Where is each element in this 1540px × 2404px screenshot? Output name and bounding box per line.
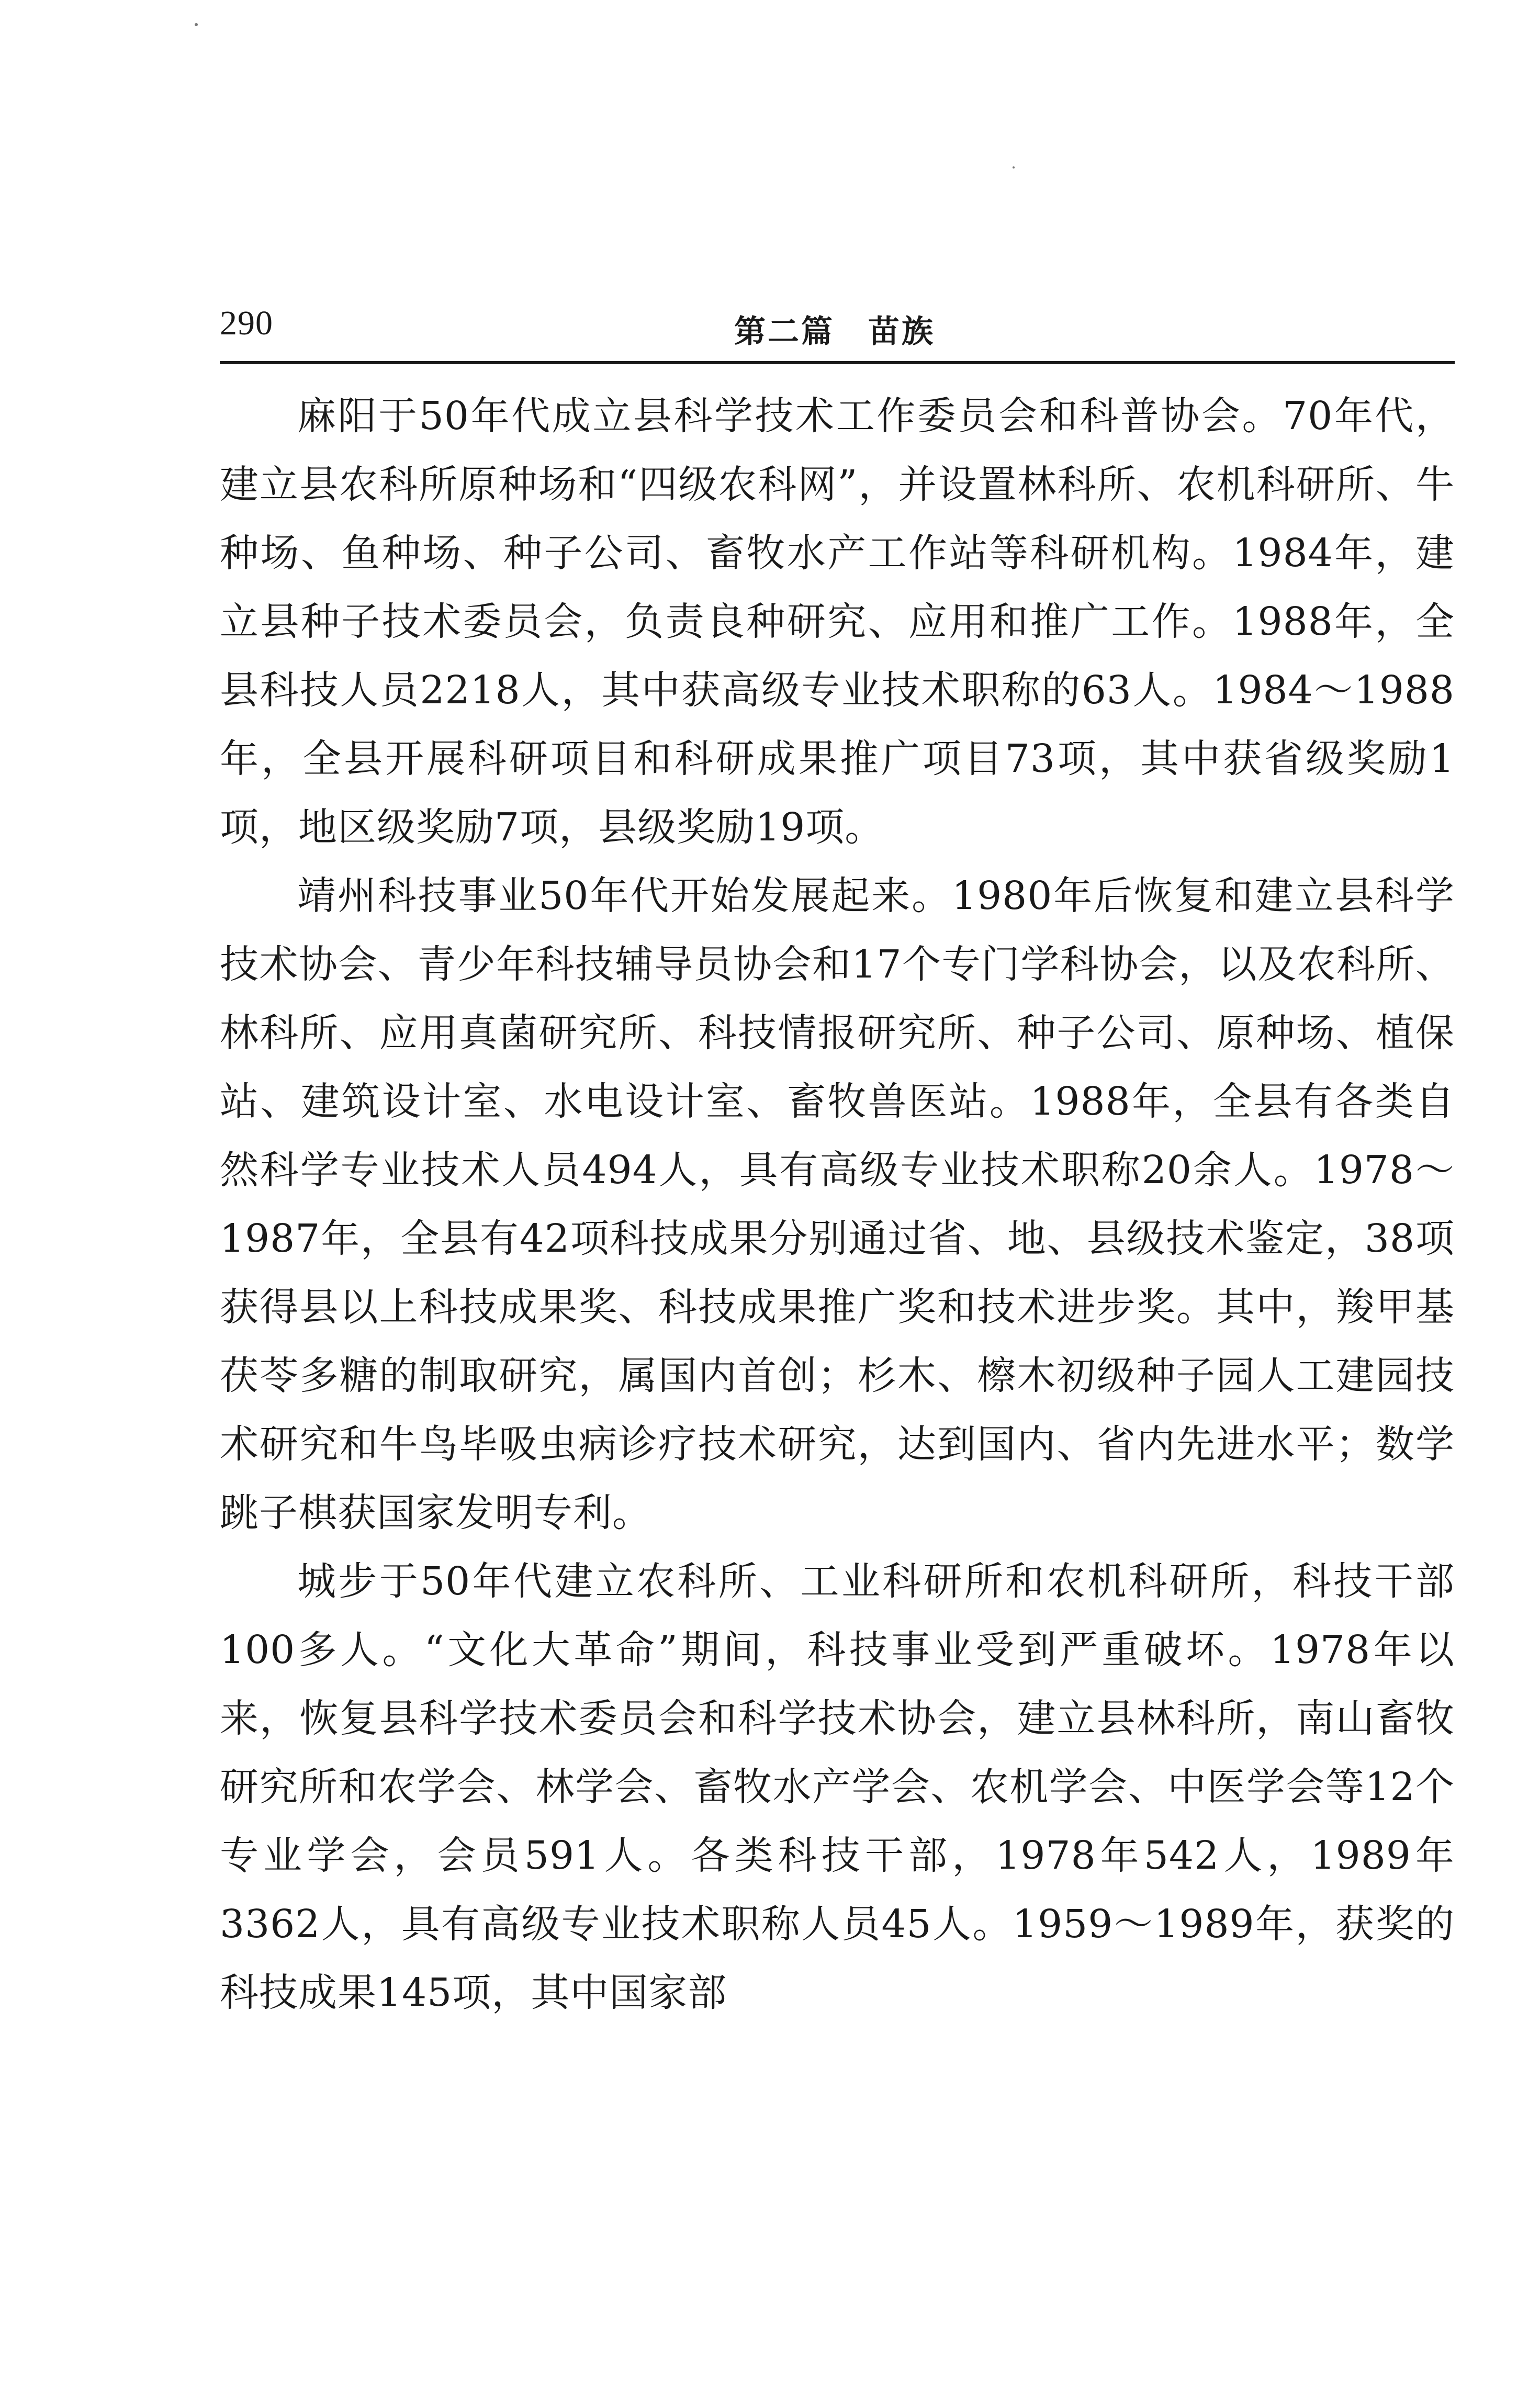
header-rule bbox=[220, 361, 1455, 364]
page-header bbox=[220, 293, 1449, 356]
scan-speck bbox=[1013, 166, 1015, 168]
paragraph-jingzhou: 靖州科技事业50年代开始发展起来。1980年后恢复和建立县科学技术协会、青少年科技辅导员协会和17个专门学科协会，以及农科所、林科所、应用真菌研究所、科技情报研究所、种子公司、原种场、植保站、建筑设计室、水电设计室、畜牧兽医站。1988年，全县有各类自然科学专业技术人员494人，具有高级专业技术职称20余人。1978～1987年，全县有42项科技成果分别通过省、地、县级技术鉴定，38项获得县以上科技成果奖、科技成果推广奖和技术进步奖。其中，羧甲基茯苓多糖的制取研究，属国内首创；杉木、檫木初级种子园人工建园技术研究和牛鸟毕吸虫病诊疗技术研究，达到国内、省内先进水平；数学跳子棋获国家发明专利。 bbox=[220, 873, 1455, 1535]
page-number: 290 bbox=[220, 304, 273, 342]
paragraph-chengbu: 城步于50年代建立农科所、工业科研所和农机科研所，科技干部100多人。“文化大革命”期间，科技事业受到严重破坏。1978年以来，恢复县科学技术委员会和科学技术协会，建立县林科所，南山畜牧研究所和农学会、林学会、畜牧水产学会、农机学会、中医学会等12个专业学会，会员591人。各类科技干部，1978年542人，1989年3362人，具有高级专业技术职称人员45人。1959～1989年，获奖的科技成果145项，其中国家部 bbox=[220, 1559, 1455, 2015]
paragraph-mayang: 麻阳于50年代成立县科学技术工作委员会和科普协会。70年代，建立县农科所原种场和“四级农科网”，并设置林科所、农机科研所、牛种场、鱼种场、种子公司、畜牧水产工作站等科研机构。1984年，建立县种子技术委员会，负责良种研究、应用和推广工作。1988年，全县科技人员2218人，其中获高级专业技术职称的63人。1984～1988年，全县开展科研项目和科研成果推广项目73项，其中获省级奖励1项，地区级奖励7项，县级奖励19项。 bbox=[220, 394, 1455, 850]
running-head: 第二篇 苗族 bbox=[734, 313, 935, 350]
body-text bbox=[220, 382, 1455, 2027]
scan-speck bbox=[195, 23, 198, 26]
